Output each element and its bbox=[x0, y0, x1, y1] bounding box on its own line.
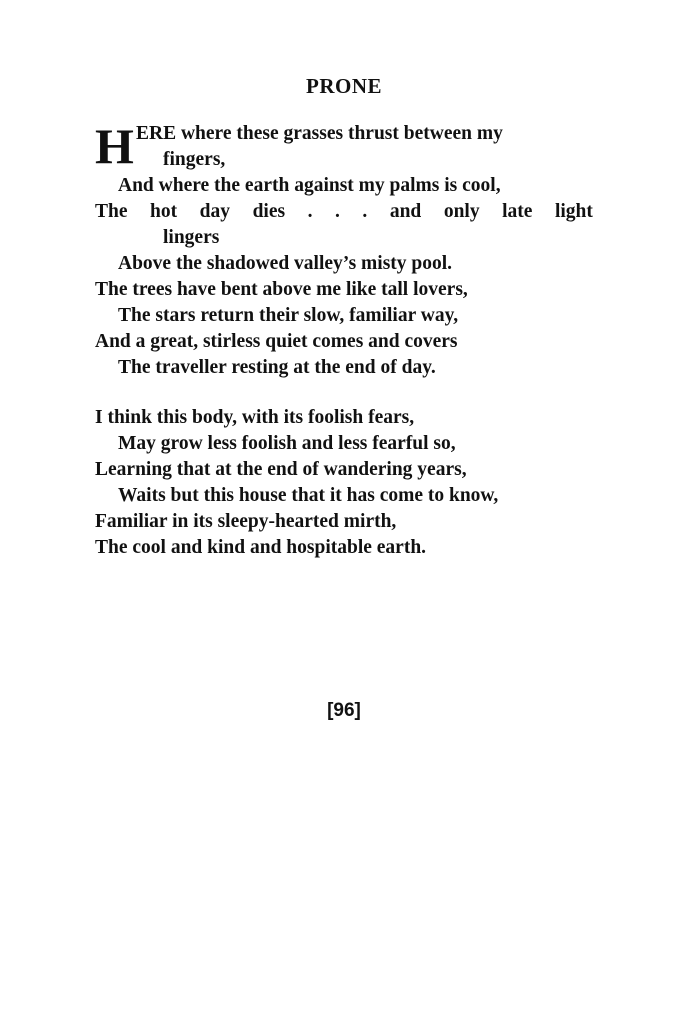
ellipsis-dot: . bbox=[307, 201, 313, 222]
poem-line-justified bbox=[95, 199, 593, 225]
ellipsis-dot: . bbox=[335, 201, 340, 222]
word: only bbox=[443, 201, 480, 222]
word: and bbox=[389, 201, 422, 222]
poem-line: The cool and kind and hospitable earth. bbox=[95, 537, 427, 558]
poem-line: The stars return their slow, familiar way, bbox=[118, 305, 459, 326]
poem-title: PRONE bbox=[306, 74, 382, 98]
poem-line: And a great, stirless quiet comes and covers bbox=[95, 331, 458, 352]
word: The bbox=[95, 201, 128, 222]
poem-line: Waits but this house that it has come to know, bbox=[118, 485, 499, 506]
page-number: [96] bbox=[327, 700, 361, 721]
poem-line: May grow less foolish and less fearful so, bbox=[118, 433, 456, 454]
word: day bbox=[199, 201, 231, 222]
poem-line: fingers, bbox=[163, 149, 226, 170]
word: late bbox=[502, 201, 533, 222]
poem-line: Above the shadowed valley’s misty pool. bbox=[118, 253, 453, 274]
poem-line: Familiar in its sleepy-hearted mirth, bbox=[95, 511, 397, 532]
ellipsis-dot: . bbox=[362, 201, 368, 222]
stanza-break bbox=[95, 381, 595, 405]
poem-line: And where the earth against my palms is cool, bbox=[118, 175, 501, 196]
drop-cap: H bbox=[95, 118, 134, 174]
poem-line: ERE where these grasses thrust between my bbox=[136, 123, 503, 144]
poem-line: Learning that at the end of wandering years, bbox=[95, 459, 467, 480]
poem-line: The trees have bent above me like tall lovers, bbox=[95, 279, 468, 300]
word: hot bbox=[150, 201, 178, 222]
poem-body bbox=[95, 118, 595, 561]
poem-line: lingers bbox=[163, 227, 220, 248]
poem-line: The traveller resting at the end of day. bbox=[118, 357, 436, 378]
word: light bbox=[554, 201, 593, 222]
poem-line: I think this body, with its foolish fears, bbox=[95, 407, 415, 428]
word: dies bbox=[252, 201, 286, 222]
